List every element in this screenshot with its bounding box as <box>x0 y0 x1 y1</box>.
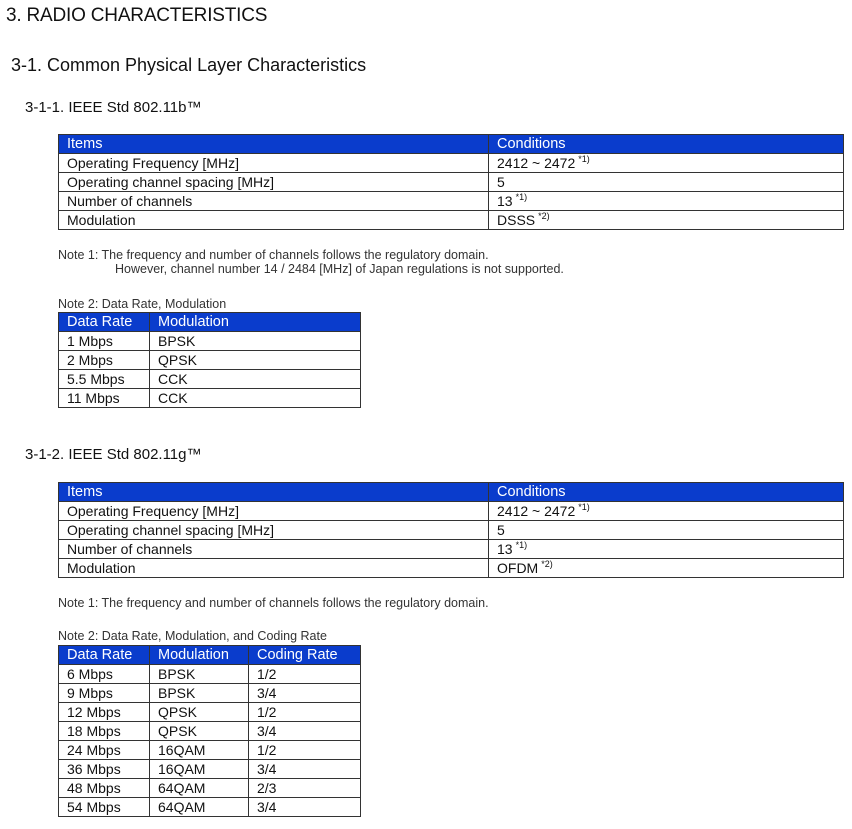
footnote-ref: *1) <box>515 539 528 550</box>
sec-b-characteristics-table <box>58 134 844 230</box>
col-header-conditions: Conditions <box>489 135 844 154</box>
data-rate-cell: 36 Mbps <box>59 760 150 779</box>
modulation-cell: QPSK <box>150 703 249 722</box>
modulation-cell: BPSK <box>150 665 249 684</box>
modulation-cell: 16QAM <box>150 760 249 779</box>
table-header-row <box>59 483 844 502</box>
footnote-ref: *2) <box>541 558 553 569</box>
table-row <box>59 684 361 703</box>
table-row <box>59 154 844 173</box>
item-cell: Modulation <box>59 559 489 578</box>
sec-g-title: 3-1-2. IEEE Std 802.11g™ <box>25 446 202 463</box>
sec-b-title: 3-1-1. IEEE Std 802.11b™ <box>25 99 202 116</box>
col-header-coding-rate: Coding Rate <box>249 646 361 665</box>
modulation-cell: QPSK <box>150 722 249 741</box>
sec-b-rate-table <box>58 312 361 408</box>
coding-rate-cell: 3/4 <box>249 798 361 817</box>
table-row <box>59 351 361 370</box>
sec-b-note-1 <box>58 248 564 276</box>
col-header-data-rate: Data Rate <box>59 313 150 332</box>
condition-value: 2412 ~ 2472 <box>497 502 576 519</box>
condition-cell <box>489 211 844 230</box>
table-row <box>59 370 361 389</box>
condition-cell <box>489 154 844 173</box>
table-row <box>59 722 361 741</box>
data-rate-cell: 9 Mbps <box>59 684 150 703</box>
item-cell: Operating Frequency [MHz] <box>59 154 489 173</box>
data-rate-cell: 12 Mbps <box>59 703 150 722</box>
table-row <box>59 703 361 722</box>
footnote-ref: *2) <box>538 210 550 221</box>
condition-value: 13 <box>497 540 513 557</box>
condition-value: 13 <box>497 192 513 209</box>
table-row <box>59 540 844 559</box>
col-header-conditions: Conditions <box>489 483 844 502</box>
modulation-cell: BPSK <box>150 332 361 351</box>
condition-value: DSSS <box>497 211 536 228</box>
condition-value: 2412 ~ 2472 <box>497 154 576 171</box>
table-row <box>59 665 361 684</box>
coding-rate-cell: 2/3 <box>249 779 361 798</box>
data-rate-cell: 24 Mbps <box>59 741 150 760</box>
data-rate-cell: 54 Mbps <box>59 798 150 817</box>
item-cell: Operating channel spacing [MHz] <box>59 521 489 540</box>
table-row <box>59 741 361 760</box>
data-rate-cell: 2 Mbps <box>59 351 150 370</box>
modulation-cell: CCK <box>150 370 361 389</box>
coding-rate-cell: 1/2 <box>249 741 361 760</box>
table-row <box>59 211 844 230</box>
footnote-ref: *1) <box>515 191 528 202</box>
coding-rate-cell: 3/4 <box>249 684 361 703</box>
item-cell: Modulation <box>59 211 489 230</box>
col-header-modulation: Modulation <box>150 313 361 332</box>
table-row <box>59 559 844 578</box>
sec-g-rate-table <box>58 645 361 817</box>
modulation-cell: CCK <box>150 389 361 408</box>
coding-rate-cell: 1/2 <box>249 703 361 722</box>
data-rate-cell: 6 Mbps <box>59 665 150 684</box>
condition-cell <box>489 521 844 540</box>
data-rate-cell: 18 Mbps <box>59 722 150 741</box>
data-rate-cell: 5.5 Mbps <box>59 370 150 389</box>
data-rate-cell: 48 Mbps <box>59 779 150 798</box>
modulation-cell: 64QAM <box>150 798 249 817</box>
modulation-cell: QPSK <box>150 351 361 370</box>
table-row <box>59 389 361 408</box>
modulation-cell: 64QAM <box>150 779 249 798</box>
data-rate-cell: 1 Mbps <box>59 332 150 351</box>
coding-rate-cell: 1/2 <box>249 665 361 684</box>
coding-rate-cell: 3/4 <box>249 760 361 779</box>
data-rate-cell: 11 Mbps <box>59 389 150 408</box>
condition-cell <box>489 540 844 559</box>
condition-cell <box>489 559 844 578</box>
condition-value: 5 <box>497 173 505 190</box>
col-header-items: Items <box>59 483 489 502</box>
condition-value: OFDM <box>497 559 539 576</box>
modulation-cell: 16QAM <box>150 741 249 760</box>
table-header-row <box>59 646 361 665</box>
section-title: 3. RADIO CHARACTERISTICS <box>6 5 268 26</box>
condition-value: 5 <box>497 521 505 538</box>
item-cell: Number of channels <box>59 192 489 211</box>
condition-cell <box>489 192 844 211</box>
modulation-cell: BPSK <box>150 684 249 703</box>
table-row <box>59 332 361 351</box>
condition-cell <box>489 502 844 521</box>
footnote-ref: *1) <box>578 153 590 164</box>
sec-b-note-2: Note 2: Data Rate, Modulation <box>58 297 227 311</box>
subsection-title: 3-1. Common Physical Layer Characteristics <box>11 55 367 75</box>
footnote-ref: *1) <box>578 501 590 512</box>
item-cell: Operating channel spacing [MHz] <box>59 173 489 192</box>
item-cell: Operating Frequency [MHz] <box>59 502 489 521</box>
table-row <box>59 521 844 540</box>
condition-cell <box>489 173 844 192</box>
table-row <box>59 760 361 779</box>
table-row <box>59 192 844 211</box>
col-header-items: Items <box>59 135 489 154</box>
table-row <box>59 798 361 817</box>
table-row <box>59 779 361 798</box>
sec-g-characteristics-table <box>58 482 844 578</box>
col-header-data-rate: Data Rate <box>59 646 150 665</box>
coding-rate-cell: 3/4 <box>249 722 361 741</box>
sec-g-note-1: Note 1: The frequency and number of channels follows the regulatory domain. <box>58 596 489 610</box>
table-row <box>59 173 844 192</box>
table-header-row <box>59 313 361 332</box>
table-header-row <box>59 135 844 154</box>
sec-g-note-2: Note 2: Data Rate, Modulation, and Coding Rate <box>58 629 327 643</box>
note-line: However, channel number 14 / 2484 [MHz] of Japan regulations is not supported. <box>115 262 564 276</box>
item-cell: Number of channels <box>59 540 489 559</box>
table-row <box>59 502 844 521</box>
col-header-modulation: Modulation <box>150 646 249 665</box>
note-line: Note 1: The frequency and number of channels follows the regulatory domain. <box>58 248 489 262</box>
